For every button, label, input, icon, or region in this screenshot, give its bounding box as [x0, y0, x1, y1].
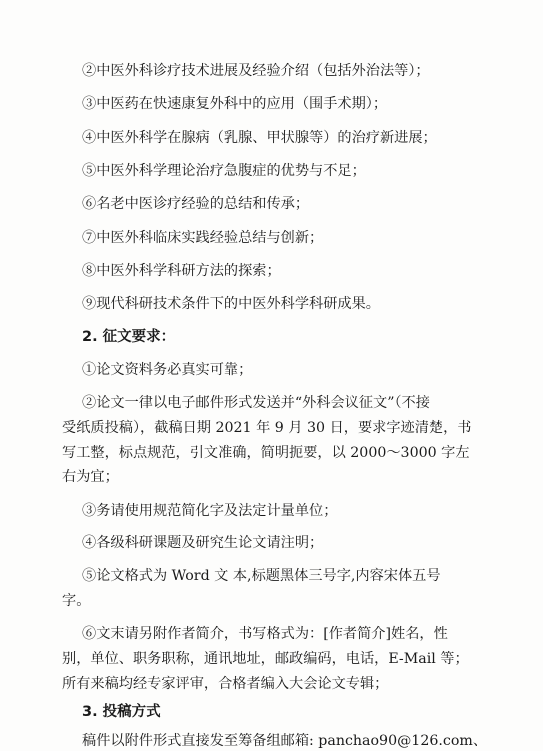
list-item: ④中医外科学在腺病（乳腺、甲状腺等）的治疗新进展；: [82, 129, 437, 146]
requirement-6-line: 别，单位、职务职称，通讯地址，邮政编码，电话，E-Mail 等；: [62, 651, 469, 668]
list-item: ③中医药在快速康复外科中的应用（围手术期）；: [82, 96, 388, 113]
requirement-4: ④各级科研课题及研究生论文请注明；: [82, 535, 324, 552]
list-item: ②中医外科诊疗技术进展及经验介绍（包括外治法等）；: [82, 63, 430, 79]
requirement-2-line: 右为宜；: [62, 469, 119, 486]
list-item: ⑦中医外科临床实践经验总结与创新；: [82, 229, 324, 246]
list-item: ⑤中医外科学理论治疗急腹症的优势与不足；: [82, 162, 366, 179]
requirement-1: ①论文资料务必真实可靠；: [82, 361, 253, 378]
requirement-2-line: ②论文一律以电子邮件形式发送并“外科会议征文”（不接: [82, 395, 430, 412]
requirement-6-line: 所有来稿均经专家评审，合格者编入大会论文专辑；: [62, 675, 389, 692]
requirement-2-line: 受纸质投稿），截稿日期 2021 年 9 月 30 日，要求字迹清楚，书: [62, 419, 472, 436]
list-item: ⑨现代科研技术条件下的中医外科学科研成果。: [82, 296, 380, 313]
requirement-6-line: ⑥文末请另附作者简介，书写格式为：[作者简介]姓名，性: [82, 626, 448, 643]
requirement-5-line: 字。: [62, 593, 91, 610]
section-heading: 2. 征文要求：: [82, 329, 176, 346]
list-item: ⑥名老中医诊疗经验的总结和传承；: [82, 196, 310, 213]
requirement-2-line: 写工整，标点规范，引文准确，简明扼要，以 2000～3000 字左: [62, 444, 470, 461]
list-item: ⑧中医外科学科研方法的探索；: [82, 262, 281, 279]
submission-line: 稿件以附件形式直接发至筹备组邮箱: panchao90@126.com、: [82, 733, 488, 749]
requirement-3: ③务请使用规范简化字及法定计量单位；: [82, 502, 338, 519]
section-heading: 3. 投稿方式: [82, 704, 161, 721]
requirement-5-line: ⑤论文格式为 Word 文 本,标题黑体三号字,内容宋体五号: [82, 568, 441, 585]
